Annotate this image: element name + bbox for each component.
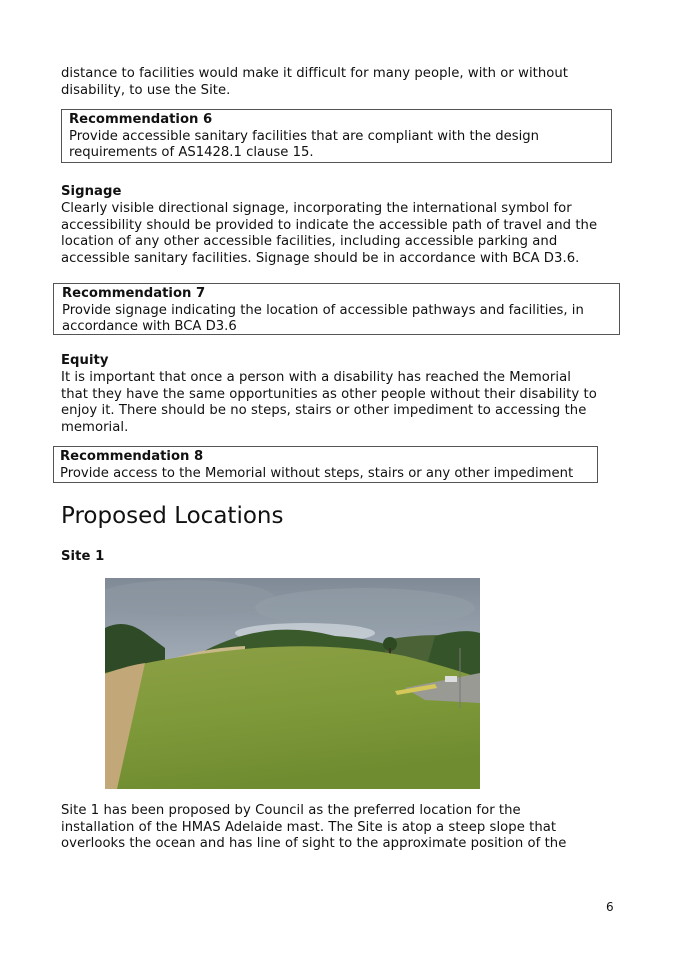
recommendation-6-body: Provide accessible sanitary facilities that are compliant with the design requirements of AS1428.1 clause 15.: [69, 128, 540, 161]
site-1-photo: [105, 578, 480, 789]
section-title-proposed-locations: Proposed Locations: [61, 503, 284, 529]
recommendation-6-box: [61, 109, 612, 163]
recommendation-7-title: Recommendation 7: [62, 286, 206, 301]
site-1-heading: Site 1: [61, 549, 105, 564]
site-1-paragraph: Site 1 has been proposed by Council as the preferred location for the installation of the HMAS Adelaide mast. The Site is atop a steep slope that overlooks the ocean and has line of sight to the approximate position of the: [61, 803, 567, 852]
signage-paragraph: Clearly visible directional signage, incorporating the international symbol for accessibility should be provided to indicate the accessible path of travel and the location of any other accessible facilities, including accessible parking and accessible sanitary facilities. Signage should be in accordance with BCA D3.6.: [61, 201, 598, 266]
recommendation-8-box: [53, 446, 598, 483]
recommendation-8-title: Recommendation 8: [60, 449, 204, 464]
recommendation-6-title: Recommendation 6: [69, 112, 213, 127]
signage-heading: Signage: [61, 184, 122, 199]
recommendation-7-box: [53, 283, 620, 335]
equity-paragraph: It is important that once a person with a disability has reached the Memorial that they have the same opportunities as other people without their disability to enjoy it. There should be no steps, stairs or other impediment to accessing the memorial.: [61, 370, 597, 435]
equity-heading: Equity: [61, 353, 109, 368]
recommendation-8-body: Provide access to the Memorial without steps, stairs or any other impediment: [60, 465, 574, 481]
recommendation-7-body: Provide signage indicating the location of accessible pathways and facilities, in accordance with BCA D3.6: [62, 302, 584, 335]
intro-paragraph: distance to facilities would make it difficult for many people, with or without disability, to use the Site.: [61, 66, 569, 98]
page-number: 6: [606, 900, 614, 914]
